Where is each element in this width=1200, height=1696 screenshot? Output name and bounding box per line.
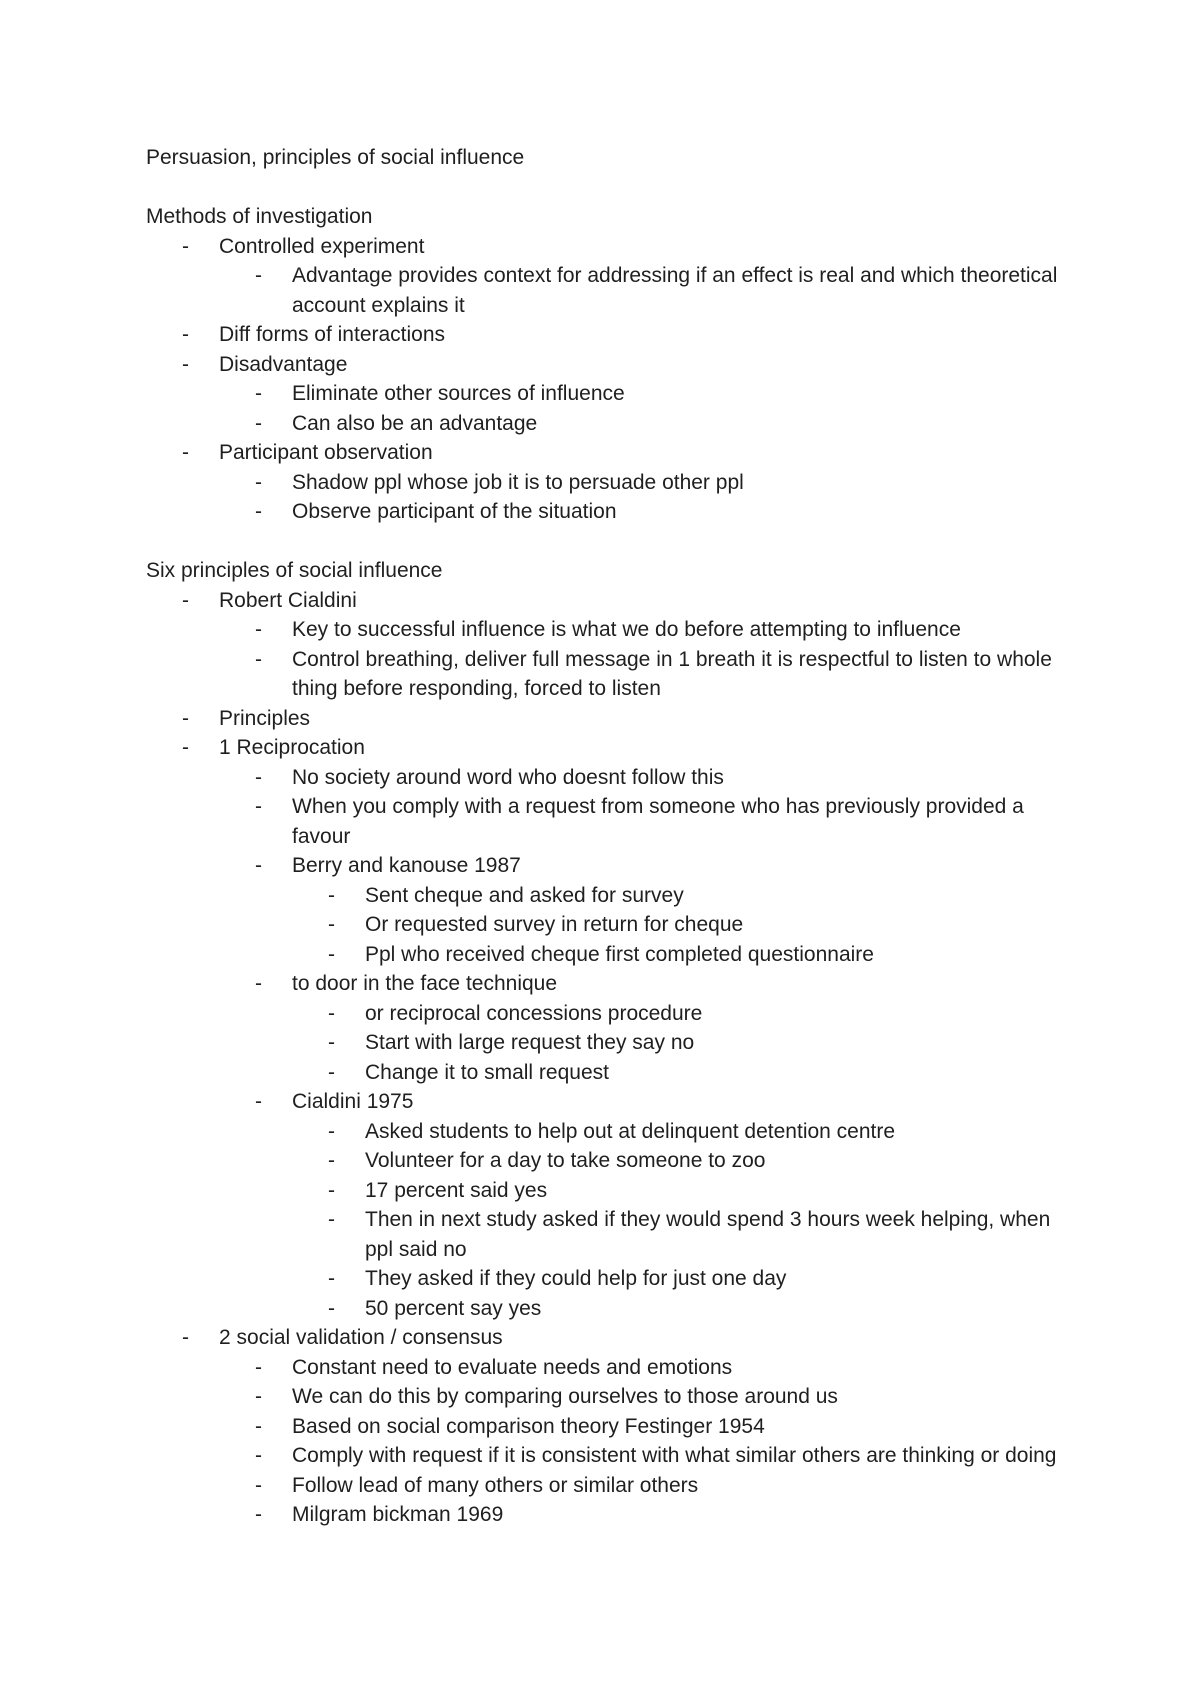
list-item (146, 1353, 1076, 1383)
dash-bullet-icon: - (255, 1473, 262, 1497)
blank-line (146, 173, 1076, 203)
list-item-text: Participant observation (219, 441, 433, 464)
dash-bullet-icon: - (255, 1090, 262, 1113)
dash-bullet-icon: - (182, 352, 189, 376)
dash-bullet-icon: - (328, 1060, 335, 1084)
list-item-text: Ppl who received cheque first completed questionnaire (365, 942, 874, 966)
list-item (146, 468, 1076, 498)
dash-bullet-icon: - (328, 942, 335, 966)
list-item (146, 999, 1076, 1029)
list-item (146, 379, 1076, 409)
nested-list-wrapper (146, 881, 1076, 970)
dash-bullet-icon: - (328, 1296, 335, 1320)
list-item (146, 1412, 1076, 1442)
dash-bullet-icon: - (255, 382, 262, 405)
list-item-text: Controlled experiment (219, 234, 425, 258)
list-item-text: Disadvantage (219, 352, 348, 376)
list-item-text: to door in the face technique (292, 972, 558, 995)
list-item-text: Comply with request if it is consistent with what similar others are thinking or doing (292, 1444, 1057, 1467)
list-item (146, 1028, 1076, 1058)
section-heading: Six principles of social influence (146, 559, 443, 582)
list-item (146, 1087, 1076, 1117)
list-item (146, 792, 1076, 851)
nested-list-wrapper (146, 763, 1076, 1324)
list-item (146, 733, 1076, 763)
dash-bullet-icon: - (328, 1208, 335, 1231)
list-item (146, 1264, 1076, 1294)
list-item-text: Then in next study asked if they would spend 3 hours week helping, when ppl said no (365, 1208, 1051, 1261)
list-item (146, 232, 1076, 262)
dash-bullet-icon: - (255, 765, 262, 789)
list-item-text: Can also be an advantage (292, 411, 538, 435)
list-item (146, 704, 1076, 734)
dash-bullet-icon: - (255, 411, 262, 435)
nested-list-wrapper (146, 261, 1076, 320)
dash-bullet-icon: - (328, 1119, 335, 1143)
bullet-list-level-2 (146, 615, 1076, 704)
bullet-list-level-1 (146, 232, 1076, 527)
dash-bullet-icon: - (182, 323, 189, 346)
dash-bullet-icon: - (255, 1355, 262, 1379)
list-item-text: or reciprocal concessions procedure (365, 1001, 703, 1025)
nested-list-wrapper (146, 468, 1076, 527)
bullet-list-level-2 (146, 468, 1076, 527)
bullet-list-level-1 (146, 586, 1076, 1530)
bullet-list-level-2 (146, 1353, 1076, 1530)
list-item (146, 1471, 1076, 1501)
bullet-list-level-2 (146, 763, 1076, 1324)
bullet-list-level-3 (146, 1117, 1076, 1324)
list-item-text: 1 Reciprocation (219, 736, 365, 759)
list-item (146, 261, 1076, 320)
list-item-text: Based on social comparison theory Festinger 1954 (292, 1414, 765, 1438)
list-item-text: Milgram bickman 1969 (292, 1503, 504, 1526)
list-item-text: 17 percent said yes (365, 1178, 548, 1202)
dash-bullet-icon: - (182, 441, 189, 464)
dash-bullet-icon: - (182, 706, 189, 730)
list-item-text: Observe participant of the situation (292, 500, 617, 523)
list-item-text: 50 percent say yes (365, 1296, 542, 1320)
list-item-text: Change it to small request (365, 1060, 609, 1084)
dash-bullet-icon: - (255, 470, 262, 494)
list-item-text: They asked if they could help for just one day (365, 1267, 787, 1290)
list-item (146, 586, 1076, 616)
list-item-text: We can do this by comparing ourselves to those around us (292, 1385, 838, 1408)
list-item (146, 645, 1076, 704)
dash-bullet-icon: - (255, 1503, 262, 1526)
list-item-text: Sent cheque and asked for survey (365, 883, 684, 907)
dash-bullet-icon: - (328, 1031, 335, 1054)
list-item (146, 1176, 1076, 1206)
nested-list-wrapper (146, 999, 1076, 1088)
dash-bullet-icon: - (255, 647, 262, 671)
list-item (146, 1382, 1076, 1412)
dash-bullet-icon: - (328, 1149, 335, 1172)
list-item-text: Control breathing, deliver full message in 1 breath it is respectful to listen to whole thing before responding, forced to listen (292, 647, 1052, 700)
dash-bullet-icon: - (182, 588, 189, 612)
list-item (146, 1323, 1076, 1353)
dash-bullet-icon: - (182, 234, 189, 258)
dash-bullet-icon: - (255, 972, 262, 995)
list-item (146, 1058, 1076, 1088)
list-item-text: 2 social validation / consensus (219, 1326, 503, 1349)
section-list (146, 586, 1076, 1530)
list-item (146, 1294, 1076, 1324)
dash-bullet-icon: - (328, 913, 335, 936)
list-item (146, 910, 1076, 940)
dash-bullet-icon: - (255, 1385, 262, 1408)
list-item-text: Start with large request they say no (365, 1031, 695, 1054)
dash-bullet-icon: - (328, 1178, 335, 1202)
list-item-text: Or requested survey in return for cheque (365, 913, 744, 936)
dash-bullet-icon: - (255, 618, 262, 641)
list-item (146, 1146, 1076, 1176)
list-item (146, 1500, 1076, 1530)
list-item-text: Diff forms of interactions (219, 323, 446, 346)
blank-line (146, 527, 1076, 557)
bullet-list-level-2 (146, 379, 1076, 438)
bullet-list-level-3 (146, 999, 1076, 1088)
list-item-text: Berry and kanouse 1987 (292, 854, 521, 877)
list-item (146, 438, 1076, 468)
section-list (146, 232, 1076, 527)
list-item (146, 1117, 1076, 1147)
bullet-list-level-2 (146, 261, 1076, 320)
list-item-text: Advantage provides context for addressing if an effect is real and which theoretical account explains it (292, 264, 1058, 317)
list-item (146, 940, 1076, 970)
document-title: Persuasion, principles of social influence (146, 146, 525, 169)
list-item-text: No society around word who doesnt follow this (292, 765, 724, 789)
list-item (146, 409, 1076, 439)
list-item-text: Eliminate other sources of influence (292, 382, 625, 405)
list-item (146, 497, 1076, 527)
nested-list-wrapper (146, 1353, 1076, 1530)
dash-bullet-icon: - (182, 1326, 189, 1349)
dash-bullet-icon: - (255, 854, 262, 877)
dash-bullet-icon: - (255, 264, 262, 287)
list-item (146, 1441, 1076, 1471)
dash-bullet-icon: - (255, 795, 262, 818)
list-item (146, 969, 1076, 999)
list-item (146, 615, 1076, 645)
nested-list-wrapper (146, 1117, 1076, 1324)
dash-bullet-icon: - (255, 500, 262, 523)
list-item-text: Key to successful influence is what we do before attempting to influence (292, 618, 961, 641)
list-item-text: Cialdini 1975 (292, 1090, 414, 1113)
section-heading: Methods of investigation (146, 205, 373, 228)
dash-bullet-icon: - (328, 1001, 335, 1025)
dash-bullet-icon: - (182, 736, 189, 759)
dash-bullet-icon: - (328, 1267, 335, 1290)
list-item-text: When you comply with a request from someone who has previously provided a favour (292, 795, 1024, 848)
list-item-text: Robert Cialdini (219, 588, 357, 612)
list-item-text: Asked students to help out at delinquent detention centre (365, 1119, 896, 1143)
list-item (146, 320, 1076, 350)
dash-bullet-icon: - (328, 883, 335, 907)
list-item (146, 881, 1076, 911)
list-item-text: Volunteer for a day to take someone to zoo (365, 1149, 766, 1172)
list-item-text: Follow lead of many others or similar others (292, 1473, 699, 1497)
list-item (146, 851, 1076, 881)
list-item-text: Constant need to evaluate needs and emotions (292, 1355, 733, 1379)
list-item-text: Shadow ppl whose job it is to persuade other ppl (292, 470, 744, 494)
list-item (146, 763, 1076, 793)
bullet-list-level-3 (146, 881, 1076, 970)
nested-list-wrapper (146, 615, 1076, 704)
list-item (146, 1205, 1076, 1264)
list-item-text: Principles (219, 706, 311, 730)
dash-bullet-icon: - (255, 1414, 262, 1438)
dash-bullet-icon: - (255, 1444, 262, 1467)
list-item (146, 350, 1076, 380)
nested-list-wrapper (146, 379, 1076, 438)
document-body (146, 143, 1076, 1530)
